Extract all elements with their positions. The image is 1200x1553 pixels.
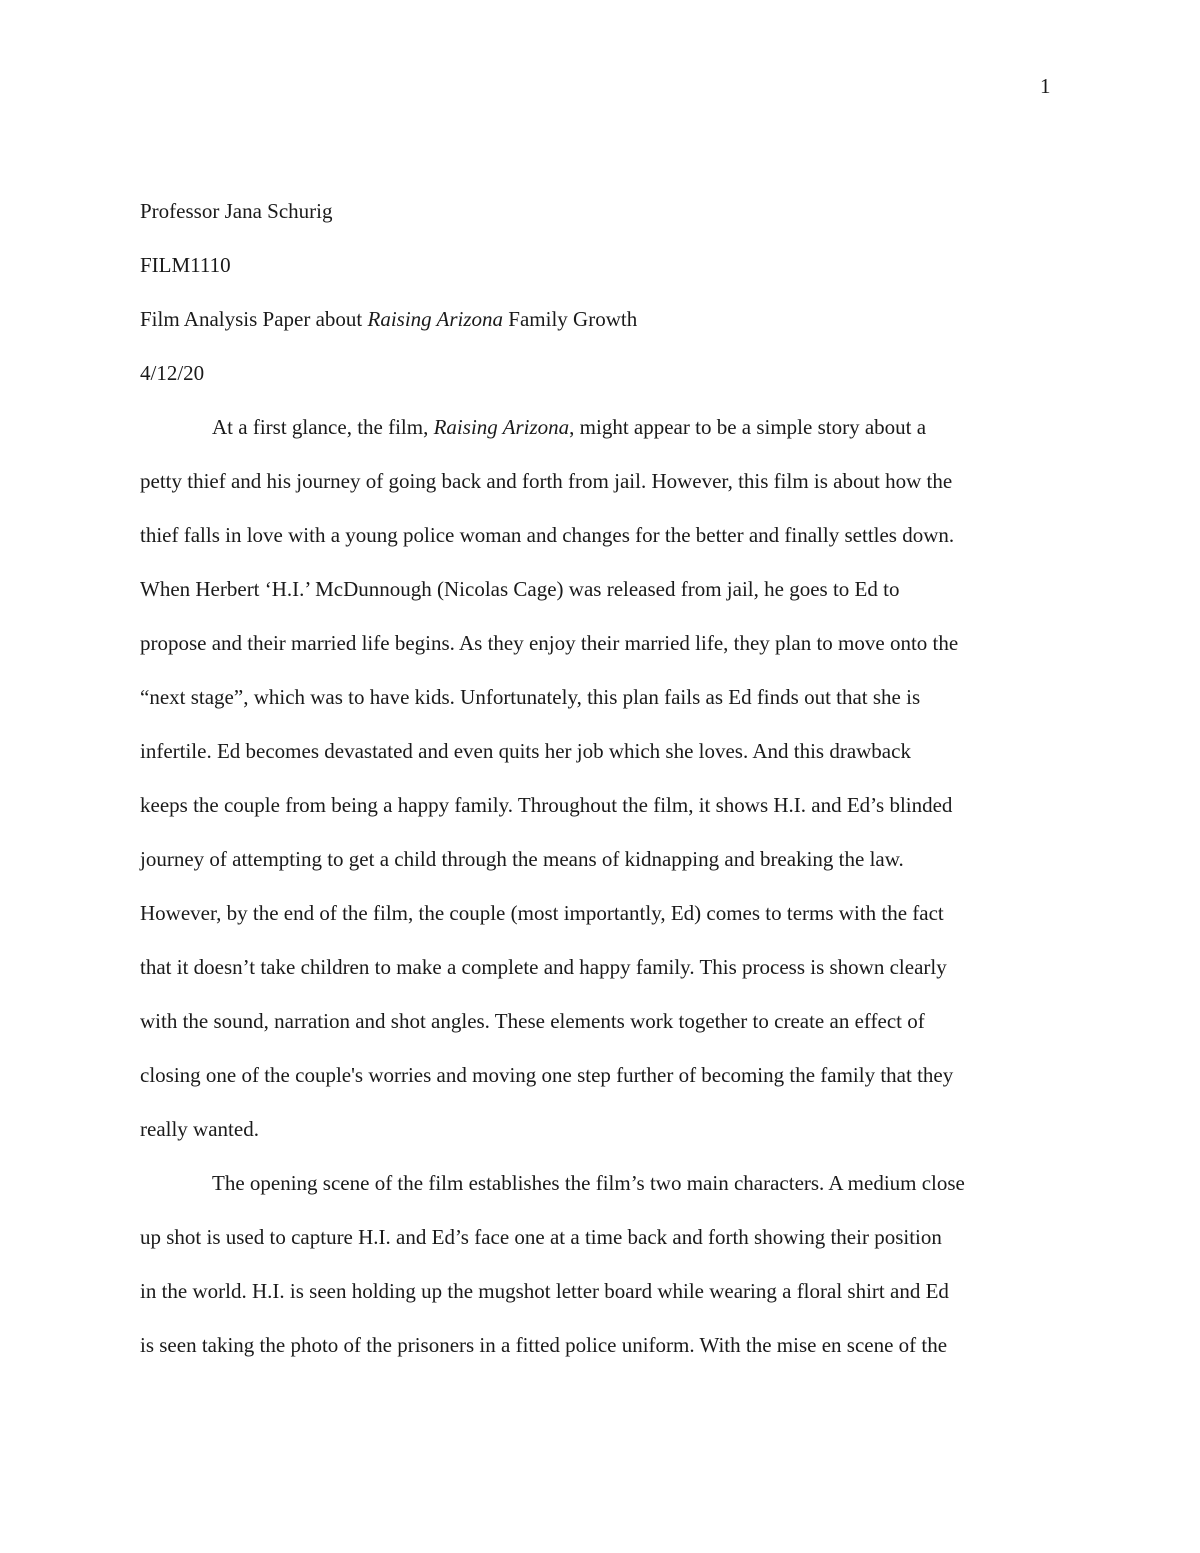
p1-prefix: At a first glance, the film, xyxy=(212,415,434,439)
paragraph-1-line: propose and their married life begins. As they enjoy their married life, they plan to move onto the xyxy=(140,631,959,655)
paragraph-1-line-1 xyxy=(212,413,926,441)
course-line: FILM1110 xyxy=(140,253,231,277)
paragraph-1-line: journey of attempting to get a child through the means of kidnapping and breaking the law. xyxy=(140,847,904,871)
paragraph-2-line: is seen taking the photo of the prisoners in a fitted police uniform. With the mise en scene of the xyxy=(140,1333,948,1357)
paragraph-1-line: However, by the end of the film, the couple (most importantly, Ed) comes to terms with the fact xyxy=(140,901,944,925)
title-line xyxy=(140,305,637,333)
page-number: 1 xyxy=(1040,74,1051,98)
paragraph-1-line: that it doesn’t take children to make a complete and happy family. This process is shown clearly xyxy=(140,955,947,979)
p1-italic: Raising Arizona xyxy=(433,415,570,439)
paragraph-1-line: infertile. Ed becomes devastated and even quits her job which she loves. And this drawback xyxy=(140,739,911,763)
paragraph-2-line: in the world. H.I. is seen holding up the mugshot letter board while wearing a floral shirt and Ed xyxy=(140,1279,949,1303)
paragraph-1-line: petty thief and his journey of going back and forth from jail. However, this film is about how the xyxy=(140,469,953,493)
paragraph-1-line: with the sound, narration and shot angles. These elements work together to create an effect of xyxy=(140,1009,925,1033)
paragraph-1-line: really wanted. xyxy=(140,1117,259,1141)
title-prefix: Film Analysis Paper about xyxy=(140,307,368,331)
p1-suffix: , might appear to be a simple story about a xyxy=(569,415,927,439)
paragraph-1-line: closing one of the couple's worries and moving one step further of becoming the family that they xyxy=(140,1063,954,1087)
paragraph-1-line: keeps the couple from being a happy family. Throughout the film, it shows H.I. and Ed’s blinded xyxy=(140,793,953,817)
paragraph-1-line: thief falls in love with a young police woman and changes for the better and finally settles down. xyxy=(140,523,955,547)
date-line: 4/12/20 xyxy=(140,361,205,385)
instructor-line: Professor Jana Schurig xyxy=(140,199,333,223)
paragraph-2-line: The opening scene of the film establishes the film’s two main characters. A medium close xyxy=(212,1171,965,1195)
paragraph-1-line: When Herbert ‘H.I.’ McDunnough (Nicolas Cage) was released from jail, he goes to Ed to xyxy=(140,577,900,601)
title-italic: Raising Arizona xyxy=(367,307,504,331)
paragraph-1-line: “next stage”, which was to have kids. Unfortunately, this plan fails as Ed finds out that she is xyxy=(140,685,921,709)
paragraph-2-line: up shot is used to capture H.I. and Ed’s face one at a time back and forth showing their position xyxy=(140,1225,942,1249)
title-suffix: Family Growth xyxy=(503,307,638,331)
